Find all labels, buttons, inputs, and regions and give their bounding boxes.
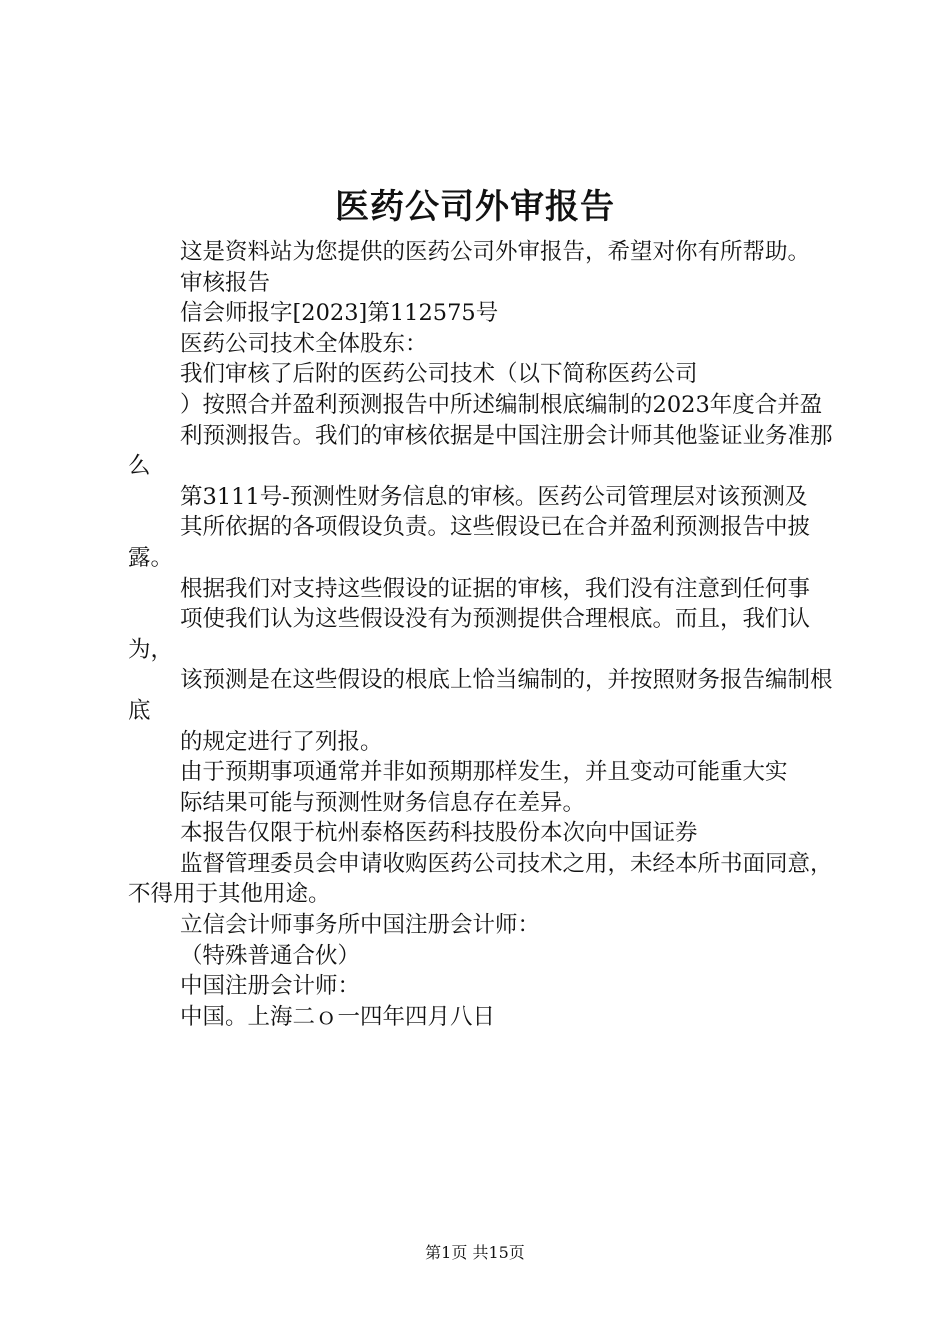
paragraph-signatory-cpa: 中国注册会计师： (180, 973, 361, 1000)
paragraph-salutation: 医药公司技术全体股东： (180, 330, 428, 357)
page-footer: 第1页 共15页 (425, 1243, 525, 1262)
paragraph: 根据我们对支持这些假设的证据的审核，我们没有注意到任何事 (180, 575, 811, 602)
document-body (128, 237, 840, 1032)
paragraph: 际结果可能与预测性财务信息存在差异。 (180, 789, 586, 816)
paragraph: 我们审核了后附的医药公司技术（以下简称医药公司 (180, 361, 698, 388)
paragraph: 第3111号-预测性财务信息的审核。医药公司管理层对该预测及 (180, 483, 808, 510)
paragraph: 其所依据的各项假设负责。这些假设已在合并盈利预测报告中披露。 (128, 514, 811, 571)
paragraph-date: 中国。上海二ｏ一四年四月八日 (180, 1003, 496, 1030)
paragraph: 利预测报告。我们的审核依据是中国注册会计师其他鉴证业务准那么 (128, 422, 833, 480)
document-title: 医药公司外审报告 (335, 187, 615, 227)
paragraph: 监督管理委员会申请收购医药公司技术之用，未经本所书面同意，不得用于其他用途。 (128, 850, 833, 908)
paragraph: 由于预期事项通常并非如预期那样发生，并且变动可能重大实 (180, 759, 788, 786)
paragraph-signatory-firm: 立信会计师事务所中国注册会计师： (180, 912, 541, 939)
paragraph-reference-number: 信会师报字[2023]第112575号 (180, 300, 499, 327)
paragraph-intro: 这是资料站为您提供的医药公司外审报告，希望对你有所帮助。 (180, 239, 811, 265)
paragraph: 项使我们认为这些假设没有为预测提供合理根底。而且，我们认为， (128, 606, 811, 663)
paragraph-partnership-type: （特殊普通合伙） (180, 942, 361, 969)
paragraph: 该预测是在这些假设的根底上恰当编制的，并按照财务报告编制根底 (128, 667, 833, 724)
paragraph-heading: 审核报告 (180, 269, 271, 296)
paragraph: ）按照合并盈利预测报告中所述编制根底编制的2023年度合并盈 (180, 391, 823, 418)
paragraph: 本报告仅限于杭州泰格医药科技股份本次向中国证券 (180, 820, 698, 847)
paragraph: 的规定进行了列报。 (180, 728, 383, 755)
